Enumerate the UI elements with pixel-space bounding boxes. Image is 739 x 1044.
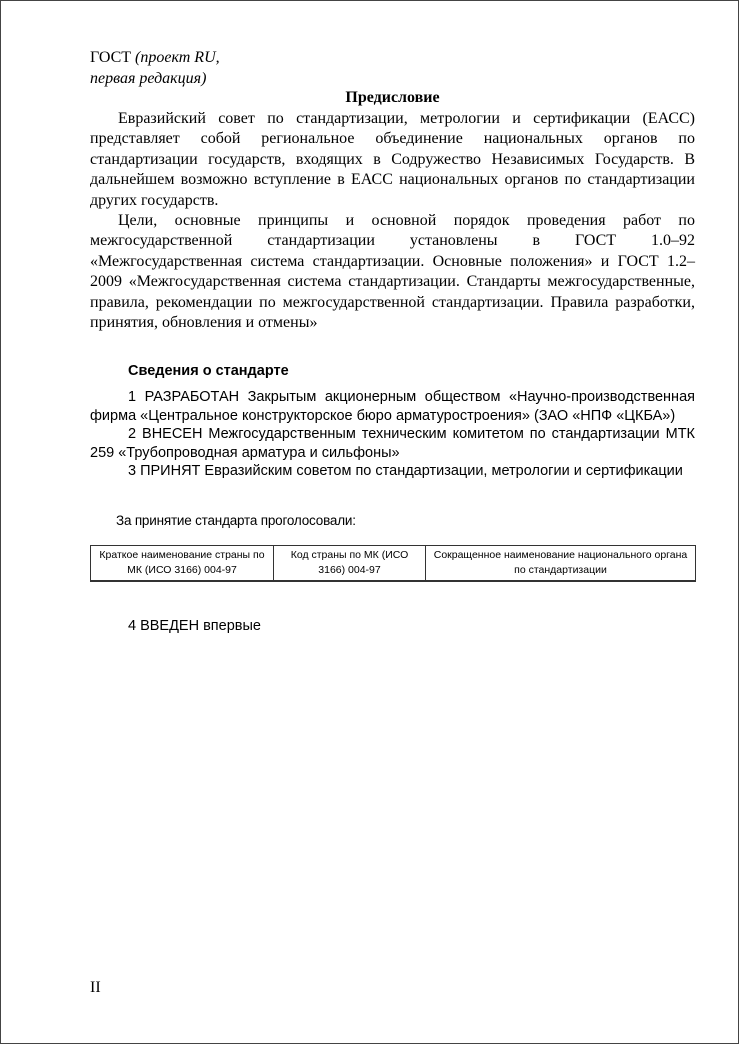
info-item-adopted: 3 ПРИНЯТ Евразийским советом по стандартизации, метрологии и сертификации [128,463,683,479]
table-header-standards-body: Сокращенное наименование национального органа по стандартизации [426,546,696,582]
table-header-country-name: Краткое наименование страны по МК (ИСО 3166) 004-97 [91,546,274,582]
page-number: II [90,979,101,996]
header-project: (проект RU, [135,49,220,66]
table-header-row [91,546,696,582]
header-edition: первая редакция) [90,70,207,87]
preface-title: Предисловие [345,89,440,106]
document-header [90,47,220,89]
info-item-developed: 1 РАЗРАБОТАН Закрытым акционерным обществом «Научно-производственная фирма «Центральное конструкторское бюро арматуростроения» (ЗАО «НПФ «ЦКБА») [90,389,695,424]
info-item-introduced: 4 ВВЕДЕН впервые [128,618,261,634]
preface-paragraph-2: Цели, основные принципы и основной порядок проведения работ по межгосударственной стандартизации установлены в ГОСТ 1.0–92 «Межгосударственная система стандартизации. Основные положения» и ГОСТ 1.2–2009 «Межгосударственная система стандартизации. Стандарты межгосударственные, правила, рекомендации по межгосударственной стандартизации. Правила разработки, принятия, обновления и отмены» [90,212,695,332]
standard-info-title: Сведения о стандарте [128,363,289,379]
vote-label: За принятие стандарта проголосовали: [116,513,356,528]
preface-body [90,109,695,333]
info-item-submitted: 2 ВНЕСЕН Межгосударственным техническим комитетом по стандартизации МТК 259 «Трубопроводная арматура и сильфоны» [90,426,695,461]
table-header-country-code: Код страны по МК (ИСО 3166) 004-97 [274,546,426,582]
voting-table [90,545,696,582]
standard-info-list [90,388,695,481]
header-doc-code: ГОСТ [90,49,132,66]
header-line-1 [90,47,220,68]
preface-paragraph-1: Евразийский совет по стандартизации, метрологии и сертификации (ЕАСС) представляет собой региональное объединение национальных органов по стандартизации государств, входящих в Содружество Независимых Государств. В дальнейшем возможно вступление в ЕАСС национальных органов по стандартизации других государств. [90,110,695,209]
